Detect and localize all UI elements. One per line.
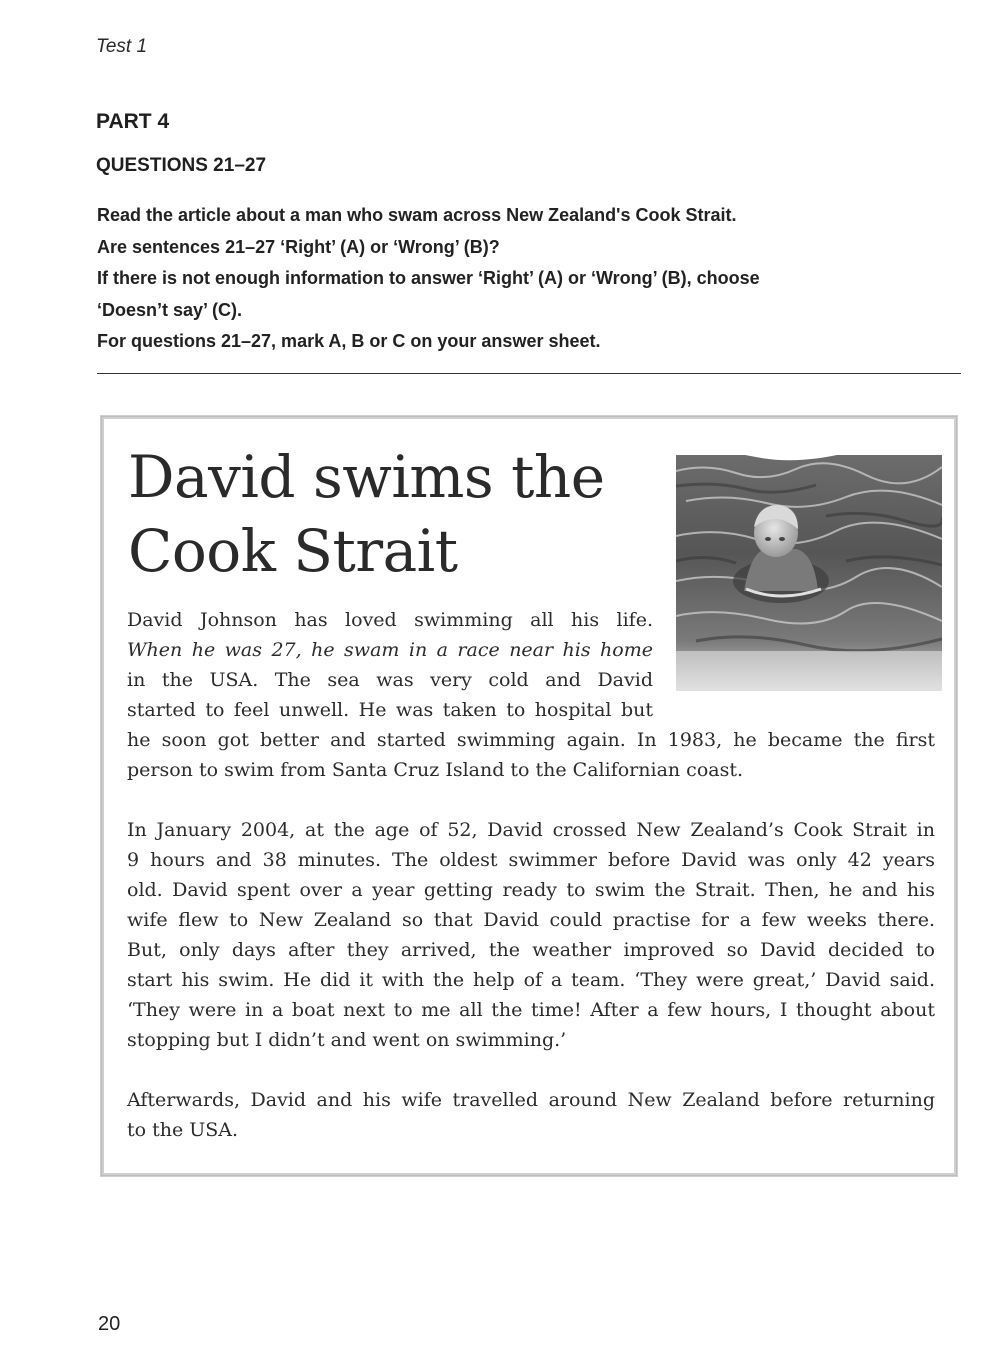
article-text-line: started to feel unwell. He was taken to hospital but	[127, 699, 653, 721]
swimmer-photo	[676, 441, 942, 691]
article-text-line: person to swim from Santa Cruz Island to the Californian coast.	[127, 759, 744, 781]
instruction-line: For questions 21–27, mark A, B or C on your answer sheet.	[97, 331, 601, 351]
instruction-line: ‘Doesn’t say’ (C).	[97, 299, 243, 320]
test-label: Test 1	[96, 36, 148, 57]
article-text-line: ‘They were in a boat next to me all the time! After a few hours, I thought about	[127, 999, 935, 1021]
article-text-line: stopping but I didn’t and went on swimming.’	[127, 1029, 567, 1051]
article-text-line: old. David spent over a year getting ready to swim the Strait. Then, he and his	[127, 879, 935, 901]
instruction-line: Are sentences 21–27 ‘Right’ (A) or ‘Wrong’ (B)?	[97, 236, 500, 257]
page-number: 20	[98, 1313, 121, 1335]
article-title	[128, 440, 648, 588]
article-paragraph-1-full	[127, 725, 935, 785]
article-text-line: in the USA. The sea was very cold and David	[127, 669, 653, 691]
article-title-line: Cook Strait	[128, 517, 458, 585]
article-text-line: wife flew to New Zealand so that David could practise for a few weeks there.	[127, 909, 935, 931]
article-text-line: he soon got better and started swimming again. In 1983, he became the first	[127, 729, 935, 751]
article-text-line: to the USA.	[127, 1119, 239, 1141]
instruction-line: Read the article about a man who swam across New Zealand's Cook Strait.	[97, 205, 737, 225]
article-text-line: start his swim. He did it with the help of a team. ‘They were great,’ David said.	[127, 969, 935, 991]
instruction-line: If there is not enough information to answer ‘Right’ (A) or ‘Wrong’ (B), choose	[97, 268, 760, 288]
article-paragraph-3	[127, 1085, 935, 1145]
article-text-line: But, only days after they arrived, the weather improved so David decided to	[127, 939, 935, 961]
article-text-line: When he was 27, he swam in a race near his home	[127, 639, 653, 661]
article-text-line: In January 2004, at the age of 52, David crossed New Zealand’s Cook Strait in	[127, 819, 935, 841]
article-title-line: David swims the	[128, 443, 605, 511]
article-text-line: 9 hours and 38 minutes. The oldest swimmer before David was only 42 years	[127, 849, 935, 871]
article-text-line: Afterwards, David and his wife travelled around New Zealand before returning	[127, 1089, 935, 1111]
section-divider	[97, 373, 961, 374]
article-paragraph-1-wrapped	[127, 605, 653, 725]
article-paragraph-2	[127, 815, 935, 1055]
instructions-block	[97, 200, 897, 358]
part-heading: PART 4	[96, 110, 170, 133]
article-text-line: David Johnson has loved swimming all his life.	[127, 609, 653, 631]
questions-heading: QUESTIONS 21–27	[96, 155, 267, 176]
